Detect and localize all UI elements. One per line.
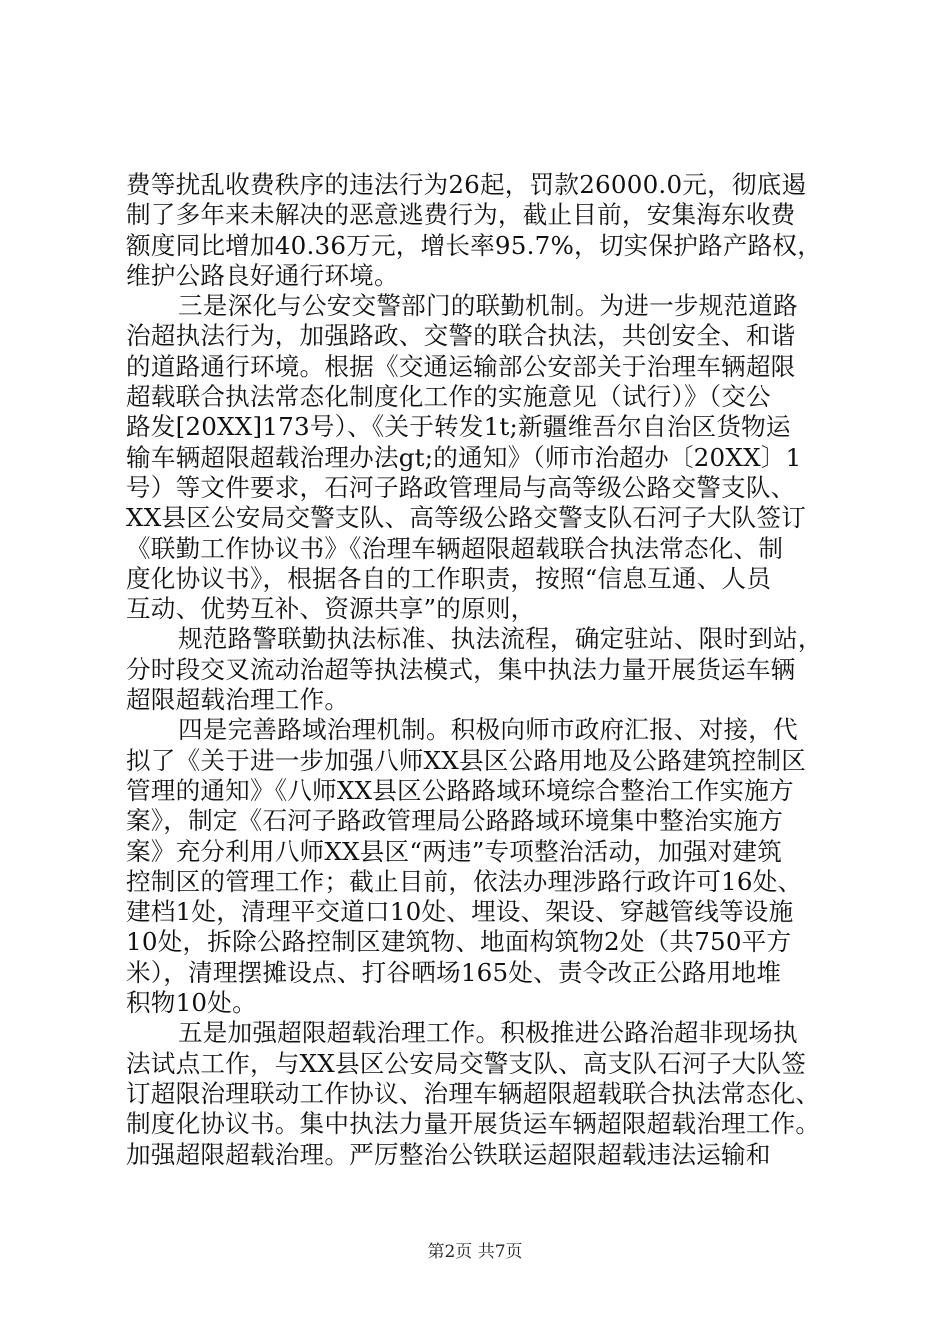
text-line: 管理的通知》《八师XX县区公路路域环境综合整治工作实施方	[126, 775, 794, 805]
text-line: 超限超载治理工作。	[126, 685, 350, 715]
text-line: 制度化协议书。集中执法力量开展货运车辆超限超载治理工作。	[126, 1109, 821, 1139]
text-line: 号）等文件要求，石河子路政管理局与高等级公路交警支队、	[126, 472, 796, 502]
text-line: 分时段交叉流动治超等执法模式，集中执法力量开展货运车辆	[126, 654, 796, 684]
text-line: 10处，拆除公路控制区建筑物、地面构筑物2处（共750平方	[126, 927, 792, 957]
text-line: 的道路通行环境。根据《交通运输部公安部关于治理车辆超限	[126, 351, 796, 381]
text-line: 加强超限超载治理。严厉整治公铁联运超限超载违法运输和	[126, 1139, 771, 1169]
text-line: 费等扰乱收费秩序的违法行为26起，罚款26000.0元，彻底遏	[126, 170, 807, 199]
text-line: 积物10处。	[126, 988, 257, 1018]
text-line: 规范路警联勤执法标准、执法流程，确定驻站、限时到站，	[178, 624, 823, 654]
text-line: 度化协议书》，根据各自的工作职责，按照“信息互通、人员	[126, 563, 772, 593]
text-line: 案》，制定《石河子路政管理局公路路域环境集中整治实施方	[126, 806, 784, 836]
text-line: 制了多年来未解决的恶意逃费行为，截止目前，安集海东收费	[126, 200, 796, 230]
text-line: 订超限治理联动工作协议、治理车辆超限超载联合执法常态化、	[126, 1078, 821, 1108]
text-line: 输车辆超限超载治理办法gt;的通知》（师市治超办〔20XX〕1	[126, 442, 802, 472]
body-text	[126, 170, 832, 1170]
text-line: 米），清理摆摊设点、打谷晒场165处、责令改正公路用地堆	[126, 957, 782, 987]
text-line: 案》充分利用八师XX县区“两违”专项整治活动，加强对建筑	[126, 836, 783, 866]
text-line: 治超执法行为，加强路政、交警的联合执法，共创安全、和谐	[126, 321, 796, 351]
text-line: 互动、优势互补、资源共享”的原则，	[126, 594, 536, 624]
text-line: 法试点工作，与XX县区公安局交警支队、高支队石河子大队签	[126, 1048, 807, 1078]
text-line: XX县区公安局交警支队、高等级公路交警支队石河子大队签订	[126, 503, 807, 533]
text-line: 四是完善路域治理机制。积极向师市政府汇报、对接，代	[178, 715, 798, 745]
page-footer: 第2页 共7页	[427, 1242, 523, 1262]
text-line: 拟了《关于进一步加强八师XX县区公路用地及公路建筑控制区	[126, 745, 807, 775]
text-line: 路发[20XX]173号）、《关于转发1t;新疆维吾尔自治区货物运	[126, 412, 791, 442]
text-line: 维护公路良好通行环境。	[126, 260, 399, 290]
text-line: 五是加强超限超载治理工作。积极推进公路治超非现场执	[178, 1018, 798, 1048]
text-line: 额度同比增加40.36万元，增长率95.7%，切实保护路产路权，	[126, 230, 822, 260]
text-line: 三是深化与公安交警部门的联勤机制。为进一步规范道路	[178, 291, 798, 321]
text-line: 建档1处，清理平交道口10处、埋设、架设、穿越管线等设施	[126, 897, 794, 927]
text-line: 《联勤工作协议书》《治理车辆超限超载联合执法常态化、制	[126, 533, 784, 563]
text-line: 超载联合执法常态化制度化工作的实施意见（试行）》（交公	[126, 382, 771, 412]
text-line: 控制区的管理工作；截止目前，依法办理涉路行政许可16处、	[126, 866, 803, 896]
